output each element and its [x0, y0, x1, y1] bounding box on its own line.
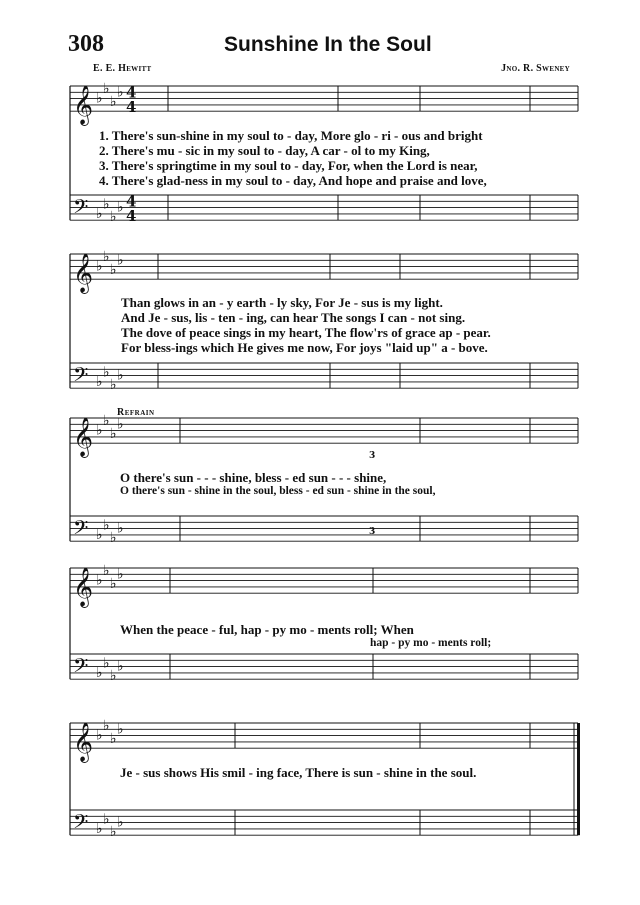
- composer-credit: Jno. R. Sweney: [501, 63, 570, 74]
- flat-icon: ♭: [96, 727, 103, 744]
- flat-icon: ♭: [110, 530, 117, 547]
- flat-icon: ♭: [110, 93, 117, 110]
- verse-4-line-1: 4. There's glad-ness in my soul to - day, And hope and praise and love,: [99, 173, 487, 188]
- bass-clef-icon: 𝄢: [73, 194, 89, 223]
- flat-icon: ♭: [96, 373, 103, 390]
- flat-icon: ♭: [96, 205, 103, 222]
- verse-2-line-2: And Je - sus, lis - ten - ing, can hear The songs I can - not sing.: [121, 310, 466, 325]
- verse-3-line-2: The dove of peace sings in my heart, The flow'rs of grace ap - pear.: [121, 325, 491, 340]
- flat-icon: ♭: [110, 668, 117, 685]
- bass-clef-icon: 𝄢: [73, 362, 89, 391]
- flat-icon: ♭: [96, 422, 103, 439]
- flat-icon: ♭: [103, 517, 110, 534]
- flat-icon: ♭: [110, 824, 117, 841]
- flat-icon: ♭: [117, 520, 124, 537]
- flat-icon: ♭: [103, 364, 110, 381]
- flat-icon: ♭: [117, 566, 124, 583]
- bass-clef-icon: 𝄢: [73, 809, 89, 838]
- flat-icon: ♭: [117, 416, 124, 433]
- flat-icon: ♭: [117, 814, 124, 831]
- time-signature-bottom: 4: [126, 98, 137, 117]
- triplet-marker: 3: [369, 527, 376, 537]
- refrain-line-1-alt: O there's sun - shine in the soul, bless - ed sun - shine in the soul,: [120, 485, 436, 497]
- flat-icon: ♭: [103, 413, 110, 430]
- flat-icon: ♭: [110, 209, 117, 226]
- flat-icon: ♭: [117, 252, 124, 269]
- flat-icon: ♭: [117, 721, 124, 738]
- flat-icon: ♭: [110, 730, 117, 747]
- flat-icon: ♭: [96, 820, 103, 837]
- refrain-line-2-main: When the peace - ful, hap - py mo - ments roll; When: [120, 622, 414, 637]
- verse-1-line-1: 1. There's sun-shine in my soul to - day, More glo - ri - ous and bright: [99, 128, 483, 143]
- flat-icon: ♭: [103, 811, 110, 828]
- refrain-line-2-alt: hap - py mo - ments roll;: [370, 637, 492, 649]
- flat-icon: ♭: [117, 367, 124, 384]
- flat-icon: ♭: [117, 199, 124, 216]
- bass-clef-icon: 𝄢: [73, 653, 89, 682]
- flat-icon: ♭: [117, 84, 124, 101]
- refrain-label: Refrain: [117, 407, 155, 418]
- hymn-title: Sunshine In the Soul: [224, 33, 432, 56]
- time-signature-bottom: 4: [126, 207, 137, 226]
- flat-icon: ♭: [96, 572, 103, 589]
- triplet-marker: 3: [369, 451, 376, 461]
- verse-4-line-2: For bless-ings which He gives me now, For joys "laid up" a - bove.: [121, 340, 488, 355]
- refrain-line-3-main: Je - sus shows His smil - ing face, There is sun - shine in the soul.: [120, 765, 477, 780]
- flat-icon: ♭: [110, 575, 117, 592]
- treble-clef-icon: 𝄞: [73, 567, 94, 608]
- treble-clef-icon: 𝄞: [73, 417, 94, 458]
- verse-3-line-1: 3. There's springtime in my soul to - day, For, when the Lord is near,: [99, 158, 478, 173]
- flat-icon: ♭: [117, 658, 124, 675]
- flat-icon: ♭: [110, 377, 117, 394]
- treble-clef-icon: 𝄞: [73, 85, 94, 126]
- time-signature-top: 4: [126, 83, 137, 102]
- verse-1-line-2: Than glows in an - y earth - ly sky, For Je - sus is my light.: [121, 295, 443, 310]
- flat-icon: ♭: [96, 664, 103, 681]
- verse-2-line-1: 2. There's mu - sic in my soul to - day, A car - ol to my King,: [99, 143, 430, 158]
- flat-icon: ♭: [103, 563, 110, 580]
- author-credit: E. E. Hewitt: [93, 63, 152, 74]
- final-barline-thick: [577, 723, 580, 835]
- flat-icon: ♭: [96, 526, 103, 543]
- flat-icon: ♭: [103, 81, 110, 98]
- flat-icon: ♭: [96, 90, 103, 107]
- flat-icon: ♭: [103, 196, 110, 213]
- time-signature-top: 4: [126, 192, 137, 211]
- refrain-line-1-main: O there's sun - - - shine, bless - ed sun - - - shine,: [120, 470, 387, 485]
- flat-icon: ♭: [110, 261, 117, 278]
- treble-clef-icon: 𝄞: [73, 253, 94, 294]
- flat-icon: ♭: [110, 425, 117, 442]
- flat-icon: ♭: [103, 249, 110, 266]
- flat-icon: ♭: [96, 258, 103, 275]
- flat-icon: ♭: [103, 655, 110, 672]
- hymn-number: 308: [68, 31, 104, 57]
- treble-clef-icon: 𝄞: [73, 722, 94, 763]
- bass-clef-icon: 𝄢: [73, 515, 89, 544]
- flat-icon: ♭: [103, 718, 110, 735]
